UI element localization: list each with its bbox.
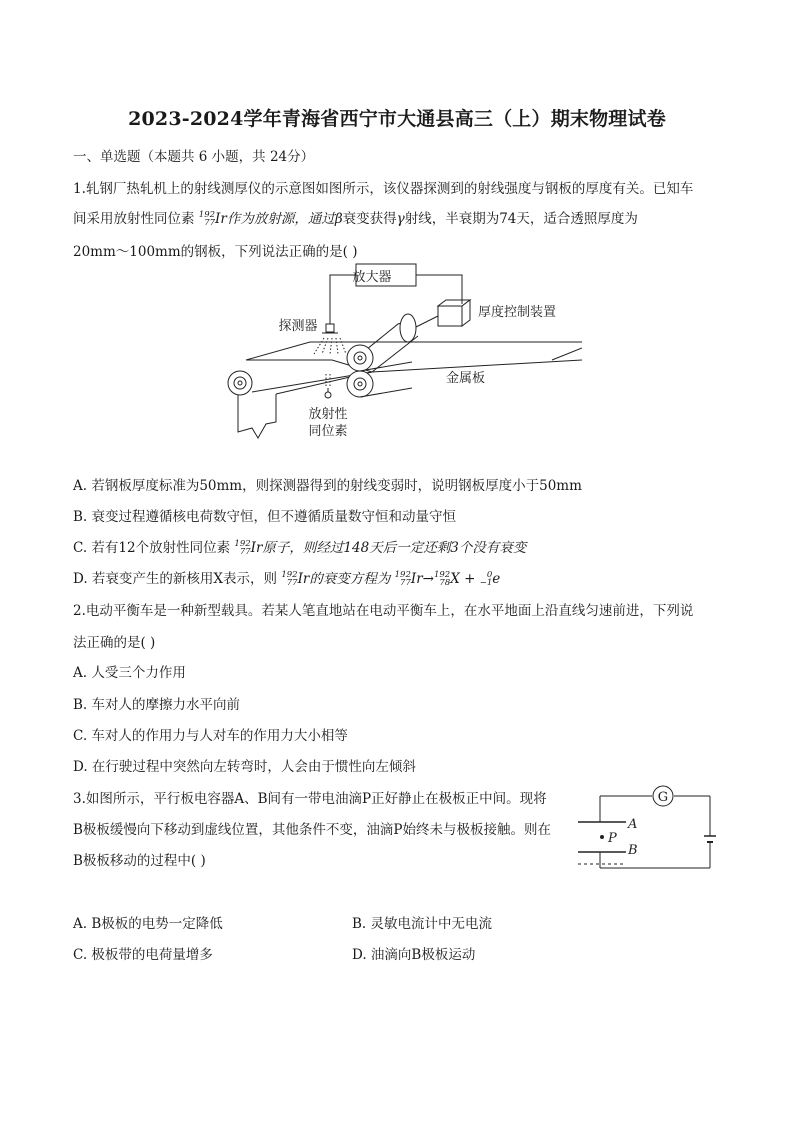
iso-mass: 192 <box>433 570 451 580</box>
q3-line1: 3.如图所示，平行板电容器A、B间有一带电油滴P正好静止在极板正中间。现将 <box>73 791 547 807</box>
q1-option-a: A. 若钢板厚度标准为50mm，则探测器得到的射线变弱时，说明钢板厚度小于50mm <box>73 478 582 494</box>
iso-mass: 192 <box>234 539 251 549</box>
iso-notation <box>281 571 297 587</box>
q1-text: Ir原子，则经过148天后一定还剩3个没有衰变 <box>250 540 527 556</box>
galvanometer-label: G <box>657 790 669 805</box>
electron-symbol: e <box>492 571 501 587</box>
q3-option-b: B. 灵敏电流计中无电流 <box>352 916 493 932</box>
q1-option-d <box>73 567 500 587</box>
q2-line1: 2.电动平衡车是一种新型载具。若某人笔直地站在电动平衡车上，在水平地面上沿直线匀速前进，下列说 <box>73 603 694 619</box>
q2-option-a: A. 人受三个力作用 <box>73 665 186 681</box>
q2-option-b: B. 车对人的摩擦力水平向前 <box>73 697 241 713</box>
amplifier-label: 放大器 <box>352 270 392 285</box>
iso-notation <box>434 571 450 587</box>
q1-line1: 1.轧钢厂热轧机上的射线测厚仪的示意图如图所示，该仪器探测到的射线强度与钢板的厚度有关。已知车 <box>73 181 694 197</box>
thickness-control-box <box>438 306 462 326</box>
plate-a-label: A <box>628 817 638 832</box>
q1-text: 衰变获得 <box>342 211 397 227</box>
q2-line2: 法正确的是( ) <box>73 635 156 651</box>
section-heading: 一、单选题（本题共 6 小题，共 24分） <box>73 149 315 165</box>
source-icon <box>325 392 331 398</box>
iso-charge: 77 <box>286 578 298 588</box>
thickness-gauge-figure <box>222 262 582 442</box>
page-title: 2023-2024学年青海省西宁市大通县高三（上）期末物理试卷 <box>128 108 666 130</box>
q1-text: 间采用放射性同位素 <box>73 211 199 227</box>
iso-charge: −1 <box>479 578 493 588</box>
iso-notation <box>395 571 411 587</box>
iso-mass: 192 <box>281 570 298 580</box>
q3-line3: B极板移动的过程中( ) <box>73 853 206 869</box>
q1-option-c <box>73 536 526 556</box>
q1-text: D. 若衰变产生的新核用X表示，则 <box>73 571 282 587</box>
iso-mass: 192 <box>198 210 216 220</box>
q1-text: Ir作为放射源，通过 <box>215 211 335 227</box>
oil-drop-icon <box>600 835 604 839</box>
capacitor-circuit-figure <box>574 782 724 876</box>
q3-option-d: D. 油滴向B极板运动 <box>352 947 476 963</box>
gamma-symbol: γ <box>396 211 405 227</box>
thickness-control-label: 厚度控制装置 <box>478 305 557 320</box>
q1-line3: 20mm～100mm的钢板，下列说法正确的是( ) <box>73 244 358 260</box>
q1-option-b: B. 衰变过程遵循核电荷数守恒，但不遵循质量数守恒和动量守恒 <box>73 509 457 525</box>
iso-mass: 192 <box>394 570 411 580</box>
iso-notation <box>480 571 493 587</box>
iso-charge: 77 <box>204 218 216 228</box>
detector-label: 探测器 <box>278 319 318 334</box>
beta-symbol: β <box>334 211 343 227</box>
q2-option-c: C. 车对人的作用力与人对车的作用力大小相等 <box>73 728 348 744</box>
plate-b-label: B <box>628 843 638 858</box>
q3-option-c: C. 极板带的电荷量增多 <box>73 947 213 963</box>
q1-text: C. 若有12个放射性同位素 <box>73 540 235 556</box>
q2-option-d: D. 在行驶过程中突然向左转弯时，人会由于惯性向左倾斜 <box>73 759 416 775</box>
q1-text: X + <box>450 571 480 587</box>
q3-line2: B极板缓慢向下移动到虚线位置，其他条件不变，油滴P始终未与极板接触。则在 <box>73 822 552 838</box>
iso-notation <box>199 211 215 227</box>
q1-line2 <box>73 207 638 227</box>
iso-charge: 78 <box>439 578 451 588</box>
q1-text: 射线，半衰期为74天，适合透照厚度为 <box>404 211 638 227</box>
q3-option-a: A. B极板的电势一定降低 <box>73 916 223 932</box>
iso-charge: 77 <box>239 547 251 557</box>
iso-notation <box>234 540 250 556</box>
detector-icon <box>326 324 334 332</box>
q1-text: Ir→ <box>410 571 434 587</box>
drop-label: P <box>608 831 617 846</box>
iso-mass: 0 <box>486 570 493 580</box>
metal-plate-label: 金属板 <box>446 371 486 386</box>
source-label-1: 放射性 <box>308 407 348 422</box>
q1-text: Ir的衰变方程为 <box>297 571 395 587</box>
source-label-2: 同位素 <box>308 424 348 439</box>
iso-charge: 77 <box>400 578 411 588</box>
